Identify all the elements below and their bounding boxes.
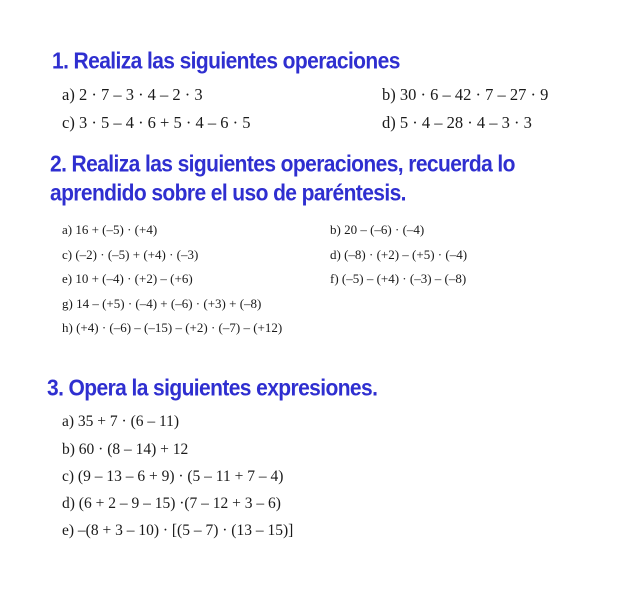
exercise-2h: h) (+4) · (–6) – (–15) – (+2) · (–7) – (+12) xyxy=(62,320,283,335)
exercise-1a: a) 2 · 7 – 3 · 4 – 2 · 3 xyxy=(62,85,203,104)
exercise-1b: b) 30 · 6 – 42 · 7 – 27 · 9 xyxy=(382,85,549,104)
section-3-title: 3. Opera la siguientes expresiones. xyxy=(47,375,378,401)
section-2-title-line-2: aprendido sobre el uso de paréntesis. xyxy=(50,180,406,206)
exercise-2b: b) 20 – (–6) · (–4) xyxy=(330,222,425,237)
exercise-1d: d) 5 · 4 – 28 · 4 – 3 · 3 xyxy=(382,113,532,132)
exercise-2f: f) (–5) – (+4) · (–3) – (–8) xyxy=(330,271,467,286)
exercise-2e: e) 10 + (–4) · (+2) – (+6) xyxy=(62,271,193,286)
section-1-title: 1. Realiza las siguientes operaciones xyxy=(52,48,400,74)
exercise-3a: a) 35 + 7 · (6 – 11) xyxy=(62,413,180,430)
exercise-1c: c) 3 · 5 – 4 · 6 + 5 · 4 – 6 · 5 xyxy=(62,113,251,132)
exercise-2g: g) 14 – (+5) · (–4) + (–6) · (+3) + (–8) xyxy=(62,296,262,311)
exercise-3b: b) 60 · (8 – 14) + 12 xyxy=(62,441,189,458)
exercise-2a: a) 16 + (–5) · (+4) xyxy=(62,222,158,237)
section-2-title-line-1: 2. Realiza las siguientes operaciones, recuerda lo xyxy=(50,151,515,177)
exercise-2c: c) (–2) · (–5) + (+4) · (–3) xyxy=(62,247,199,262)
exercise-3c: c) (9 – 13 – 6 + 9) · (5 – 11 + 7 – 4) xyxy=(62,468,284,485)
exercise-2d: d) (–8) · (+2) – (+5) · (–4) xyxy=(330,247,468,262)
exercise-3d: d) (6 + 2 – 9 – 15) ·(7 – 12 + 3 – 6) xyxy=(62,495,281,512)
exercise-3e: e) –(8 + 3 – 10) · [(5 – 7) · (13 – 15)] xyxy=(62,522,294,539)
